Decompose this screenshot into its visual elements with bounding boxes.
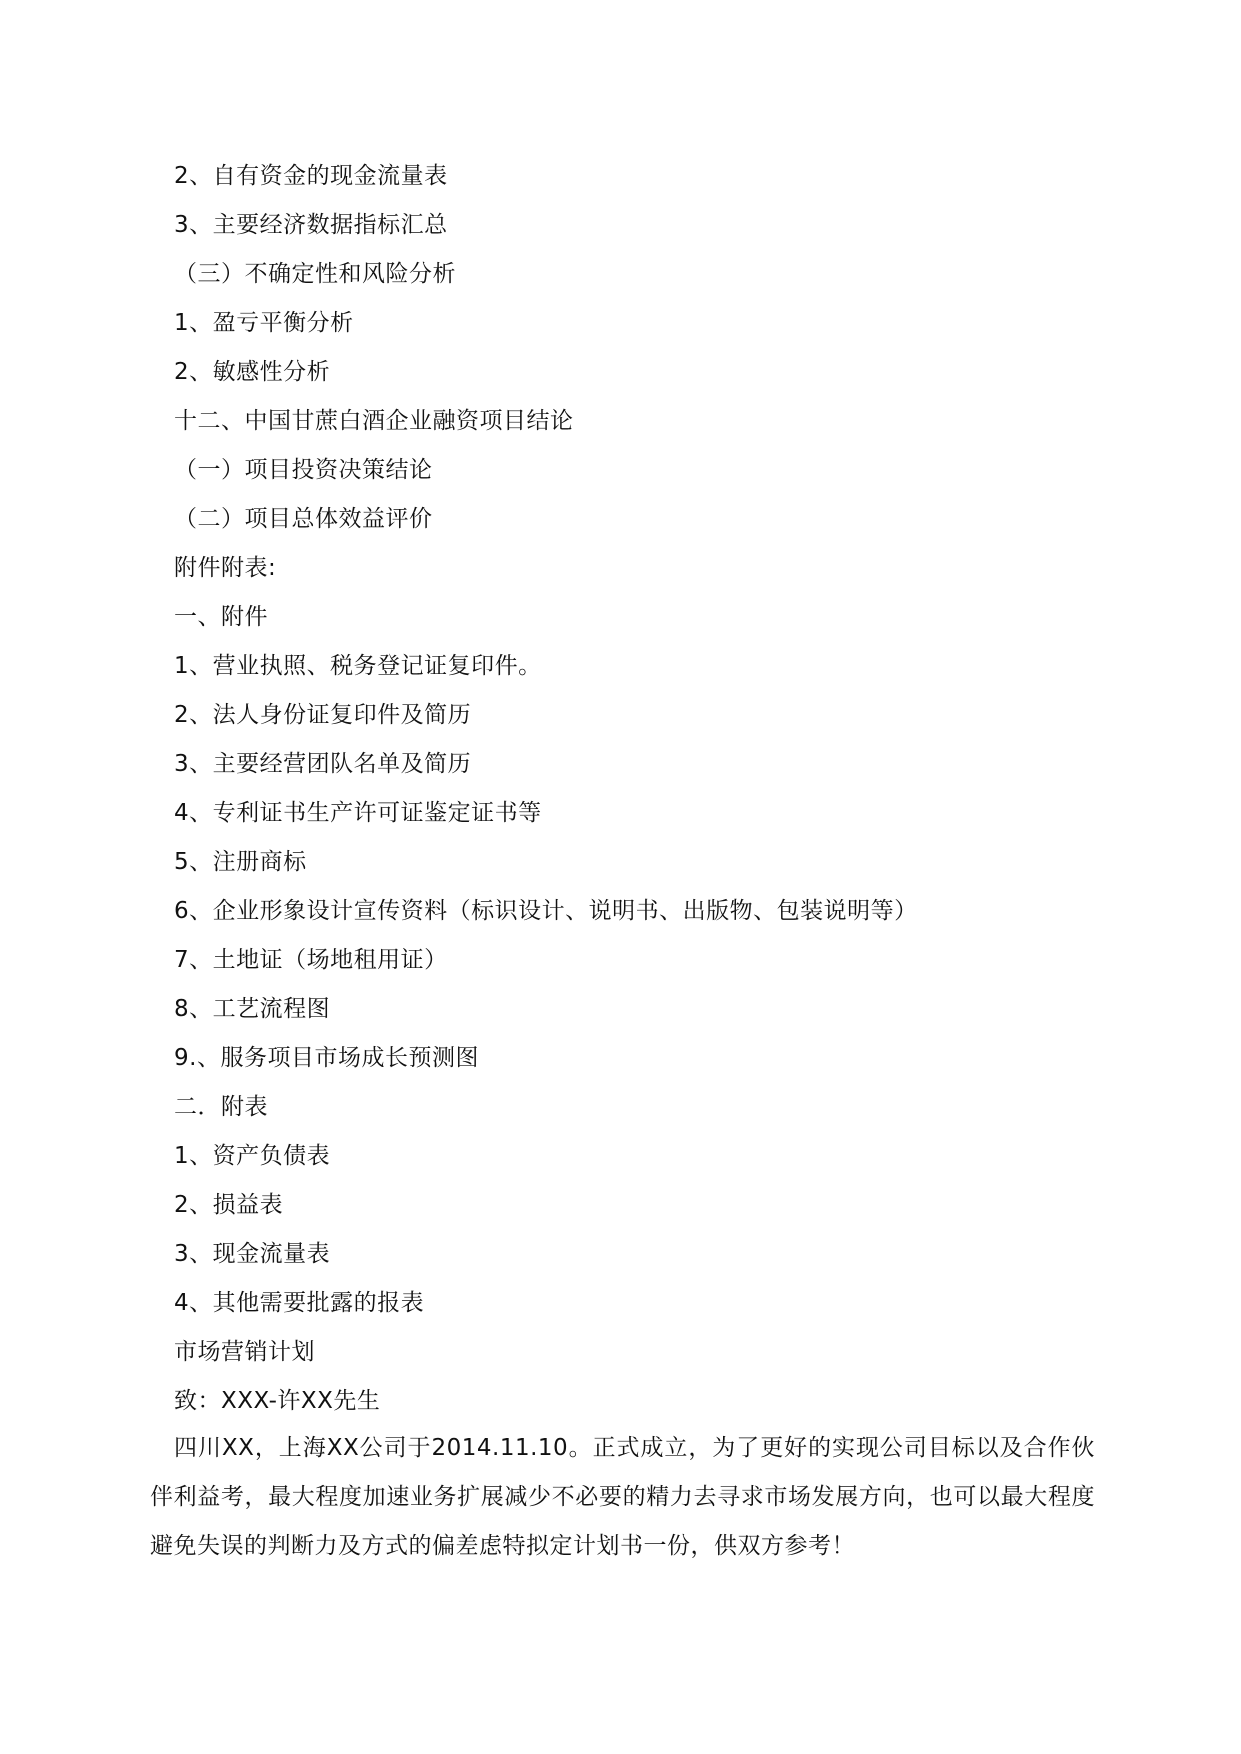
outline-line: 3、主要经济数据指标汇总 [174, 212, 448, 238]
outline-list [174, 152, 1094, 1426]
outline-line: （三）不确定性和风险分析 [174, 261, 456, 287]
outline-heading: 附件附表: [174, 555, 277, 581]
outline-line: 3、主要经营团队名单及简历 [174, 751, 472, 777]
salutation: 致：XXX-许XX先生 [174, 1388, 381, 1414]
outline-line: 2、损益表 [174, 1192, 284, 1218]
outline-line: 1、营业执照、税务登记证复印件。 [174, 653, 542, 679]
outline-line: （二）项目总体效益评价 [174, 506, 433, 532]
outline-line: 2、敏感性分析 [174, 359, 331, 385]
outline-line: 1、盈亏平衡分析 [174, 310, 354, 336]
outline-line: 9.、服务项目市场成长预测图 [174, 1045, 479, 1071]
outline-line: 二．附表 [174, 1094, 268, 1120]
outline-line: （一）项目投资决策结论 [174, 457, 433, 483]
outline-line: 一、附件 [174, 604, 268, 630]
outline-line: 4、其他需要批露的报表 [174, 1290, 425, 1316]
section-title: 市场营销计划 [174, 1339, 315, 1365]
outline-line: 5、注册商标 [174, 849, 307, 875]
outline-line: 3、现金流量表 [174, 1241, 331, 1267]
outline-line: 7、土地证（场地租用证） [174, 947, 448, 973]
outline-line: 2、法人身份证复印件及简历 [174, 702, 472, 728]
outline-line: 8、工艺流程图 [174, 996, 331, 1022]
outline-line: 4、专利证书生产许可证鉴定证书等 [174, 800, 542, 826]
outline-line: 2、自有资金的现金流量表 [174, 163, 448, 189]
outline-line: 1、资产负债表 [174, 1143, 331, 1169]
body-paragraph: 四川XX，上海XX公司于2014.11.10。正式成立，为了更好的实现公司目标以及合作伙伴利益考，最大程度加速业务扩展减少不必要的精力去寻求市场发展方向，也可以最大程度避免失误的判断力及方式的偏差虑特拟定计划书一份，供双方参考！ [150, 1435, 1095, 1559]
outline-line: 6、企业形象设计宣传资料（标识设计、说明书、出版物、包装说明等） [174, 898, 918, 924]
outline-heading: 十二、中国甘蔗白酒企业融资项目结论 [174, 408, 574, 434]
